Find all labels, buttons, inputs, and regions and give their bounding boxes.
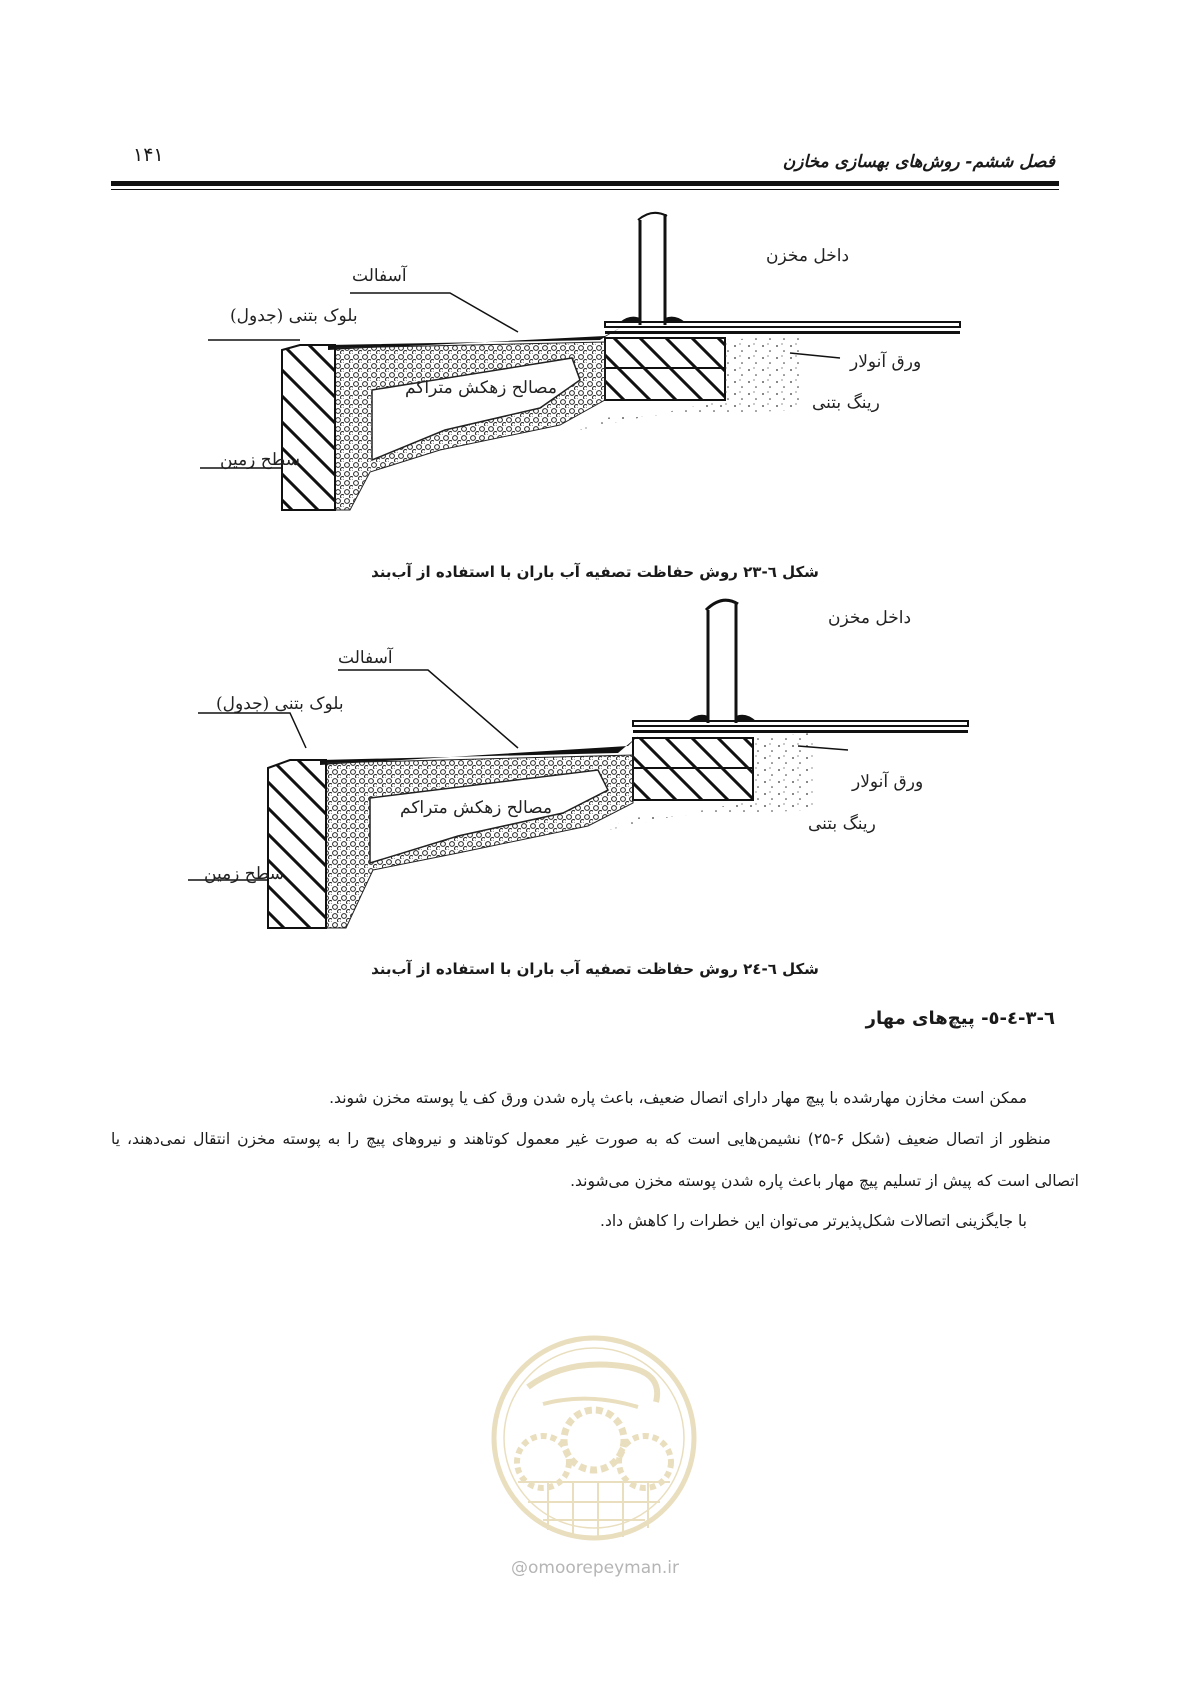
paragraph-2: منظور از اتصال ضعیف (شکل ۶-۲۵) نشیمن‌هایی است که به صورت غیر معمول کوتاهند و نیروهای پیچ را به پوسته مخزن انتقال نمی‌دهند، یا اتصالی است که پیش از تسلیم پیچ مهار باعث پاره شدن پوسته مخزن می‌شوند. — [111, 1129, 1079, 1190]
label-concrete-ring: رینگ بتنی — [808, 814, 876, 834]
label-concrete-block: بلوک بتنی (جدول) — [216, 694, 344, 714]
page-number: ۱۴۱ — [133, 144, 164, 166]
figure-caption-23: شکل ٦-٢٣ روش حفاظت تصفیه آب باران با استفاده از آب‌بند — [371, 563, 819, 581]
watermark-seal — [488, 1332, 700, 1544]
label-tank-interior: داخل مخزن — [828, 608, 912, 628]
chapter-title: فصل ششم- روش‌های بهسازی مخازن — [782, 152, 1055, 172]
header-rule-thin — [111, 189, 1059, 190]
figure-24-drawing — [188, 598, 968, 948]
figure-24 — [188, 598, 968, 948]
label-tank-interior: داخل مخزن — [766, 246, 850, 266]
section-heading: ٦-٣-٤-٥- پیچ‌های مهار — [865, 1008, 1055, 1029]
label-ground-level: سطح زمین — [204, 864, 284, 884]
label-asphalt: آسفالت — [352, 266, 407, 286]
label-annular-plate: ورق آنولار — [850, 352, 922, 372]
label-asphalt: آسفالت — [338, 648, 393, 668]
watermark-url: @omoorepeyman.ir — [510, 1558, 680, 1578]
figure-23 — [200, 210, 960, 560]
label-drainage: مصالح زهکش متراکم — [405, 378, 557, 398]
label-ground-level: سطح زمین — [220, 450, 300, 470]
paragraph-1: ممکن است مخازن مهارشده با پیچ مهار دارای اتصال ضعیف، باعث پاره شدن ورق کف یا پوسته مخزن شوند. — [329, 1088, 1027, 1107]
figure-caption-24: شکل ٦-٢٤ روش حفاظت تصفیه آب باران با استفاده از آب‌بند — [371, 960, 819, 978]
label-concrete-block: بلوک بتنی (جدول) — [230, 306, 358, 326]
label-annular-plate: ورق آنولار — [852, 772, 924, 792]
label-concrete-ring: رینگ بتنی — [812, 393, 880, 413]
label-drainage: مصالح زهکش متراکم — [400, 798, 552, 818]
header-rule-thick — [111, 181, 1059, 186]
paragraph-3: با جایگزینی اتصالات شکل‌پذیرتر می‌توان این خطرات را کاهش داد. — [600, 1211, 1027, 1230]
